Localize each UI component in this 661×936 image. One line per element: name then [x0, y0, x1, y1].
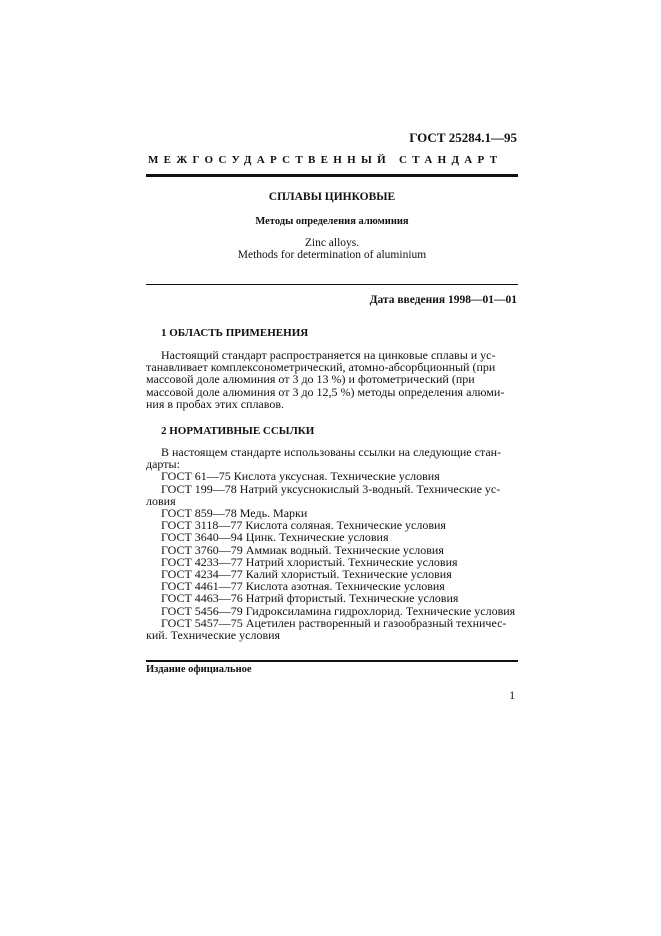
section1-line: массовой доле алюминия от 3 до 12,5 %) методы определения алюми-	[146, 384, 505, 399]
document-subtitle: Методы определения алюминия	[255, 216, 409, 227]
page-number: 1	[509, 690, 515, 702]
section1-line: массовой доле алюминия от 3 до 13 %) и фотометрический (при	[146, 372, 475, 387]
section2-heading: 2 НОРМАТИВНЫЕ ССЫЛКИ	[161, 425, 315, 437]
interstate-standard-label: МЕЖГОСУДАРСТВЕННЫЙ СТАНДАРТ	[148, 154, 503, 166]
reference-item: ГОСТ 4234—77 Калий хлористый. Технические условия	[161, 567, 452, 582]
reference-item-cont: кий. Технические условия	[146, 628, 281, 643]
reference-item: ГОСТ 5456—79 Гидроксиламина гидрохлорид. Технические условия	[161, 603, 516, 618]
section1-heading: 1 ОБЛАСТЬ ПРИМЕНЕНИЯ	[161, 327, 309, 339]
reference-item: ГОСТ 61—75 Кислота уксусная. Технические условия	[161, 469, 440, 484]
reference-item-cont: ловия	[146, 493, 176, 508]
reference-item: ГОСТ 859—78 Медь. Марки	[161, 506, 308, 521]
section1-paragraph	[146, 349, 518, 410]
reference-item: ГОСТ 3118—77 Кислота соляная. Технические условия	[161, 518, 446, 533]
reference-item: ГОСТ 4461—77 Кислота азотная. Технические условия	[161, 579, 445, 594]
references-list	[146, 446, 518, 641]
header-rule	[146, 174, 518, 177]
introduction-date: Дата введения 1998—01—01	[369, 294, 517, 306]
section1-line: ния в пробах этих сплавов.	[146, 396, 285, 411]
reference-item: ГОСТ 3760—79 Аммиак водный. Технические условия	[161, 542, 444, 557]
document-title: СПЛАВЫ ЦИНКОВЫЕ	[268, 191, 396, 203]
references-intro-cont: дарты:	[146, 457, 180, 472]
section1-line: танавливает комплексонометрический, атомно-абсорбционный (при	[146, 360, 496, 375]
english-title-line1: Zinc alloys.	[304, 237, 360, 249]
title-rule	[146, 284, 518, 285]
reference-item: ГОСТ 4463—76 Натрий фтористый. Технические условия	[161, 591, 459, 606]
section1-line: Настоящий стандарт распространяется на цинковые сплавы и ус-	[161, 348, 496, 362]
footer-rule	[146, 660, 518, 662]
reference-item: ГОСТ 4233—77 Натрий хлористый. Технические условия	[161, 554, 458, 569]
references-intro: В настоящем стандарте использованы ссылки на следующие стан-	[161, 445, 502, 459]
reference-item: ГОСТ 199—78 Натрий уксуснокислый 3-водный. Технические ус-	[161, 481, 501, 496]
english-title-line2: Methods for determination of aluminium	[237, 249, 427, 261]
gost-number: ГОСТ 25284.1—95	[409, 130, 517, 145]
reference-item: ГОСТ 5457—75 Ацетилен растворенный и газообразный техничес-	[161, 615, 507, 630]
edition-label: Издание официальное	[146, 664, 252, 675]
reference-item: ГОСТ 3640—94 Цинк. Технические условия	[161, 530, 389, 545]
